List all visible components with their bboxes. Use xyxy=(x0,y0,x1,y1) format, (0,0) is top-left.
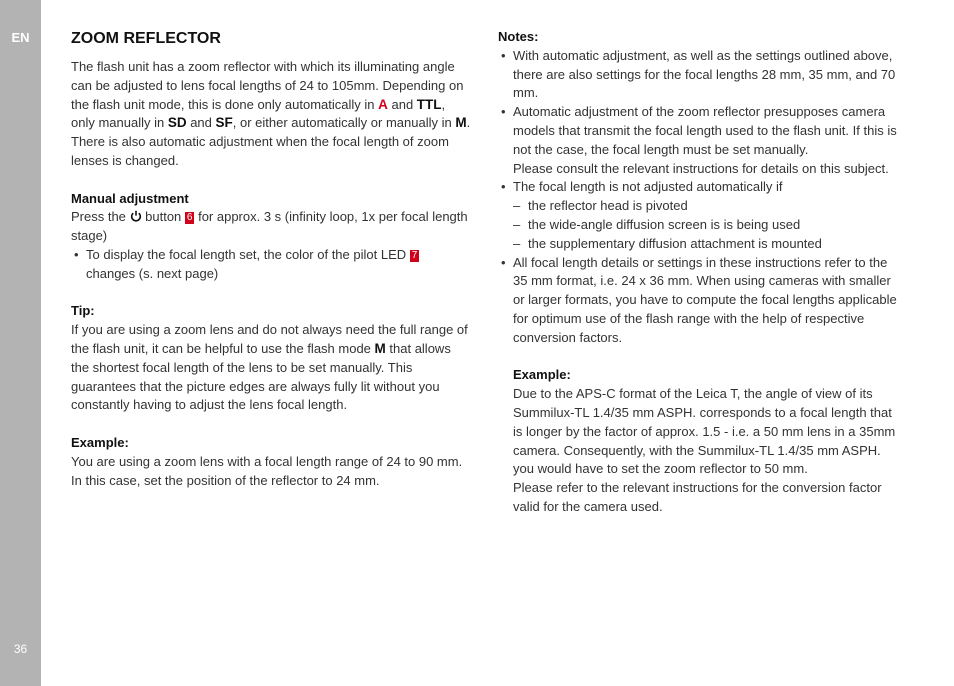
list-item-text: All focal length details or settings in these instructions refer to the 35 mm format, i.e. 24 x 36 mm. When using cameras with smaller or larger formats, you have to compute the focal lengths applicable for optimum use of the flash range with the help of respective conversion factors. xyxy=(513,254,897,345)
list-item-text: With automatic adjustment, as well as the settings outlined above, there are also settings for the focal lengths 28 mm, 35 mm, and 70 mm. xyxy=(513,47,896,101)
mode-sd: SD xyxy=(167,115,187,131)
sub-list-item: – the reflector head is pivoted xyxy=(513,197,902,216)
manual-text: Press the xyxy=(71,209,130,225)
intro-text: , or either automatically or manually in xyxy=(232,115,456,131)
sub-list-item: – the wide-angle diffusion screen is is being used xyxy=(513,216,902,235)
list-item-text: To display the focal length set, the color of the pilot LED xyxy=(86,246,410,262)
list-item-text: Please consult the relevant instructions for details on this subject. xyxy=(513,160,889,176)
intro-text: and xyxy=(186,115,216,131)
tip-text: that allows the shortest focal length of the lens to be set manually. This guarantees that the picture edges are always fully lit without you constantly having to adjust the lens focal length. xyxy=(71,340,451,413)
example-paragraph: You are using a zoom lens with a focal length range of 24 to 90 mm. In this case, set the position of the reflector to 24 mm. xyxy=(71,453,463,488)
manual-heading: Manual adjustment xyxy=(71,190,189,206)
right-column xyxy=(498,28,902,517)
list-item xyxy=(498,178,902,253)
example-heading: Example: xyxy=(513,367,571,383)
section-title: ZOOM REFLECTOR xyxy=(71,30,221,47)
language-label: EN xyxy=(11,30,30,45)
list-item xyxy=(498,47,902,103)
mode-a: A xyxy=(378,96,388,112)
list-item-text: Automatic adjustment of the zoom reflector presupposes camera models that transmit the focal length used to the flash unit. If this is not the case, the focal length must be set manually. xyxy=(513,104,897,157)
left-column xyxy=(71,29,471,490)
tip-text: If you are using a zoom lens and do not always need the full range of the flash unit, it can be helpful to use the flash mode xyxy=(71,322,468,356)
reference-badge: 7 xyxy=(411,249,418,261)
example-paragraph: Due to the APS-C format of the Leica T, the angle of view of its Summilux-TL 1.4/35 mm ASPH. corresponds to a focal length that is longer by the factor of approx. 1.5 - i.e. a 50 mm lens in a 35mm camera. Consequently, with the Summilux-TL 1.4/35 mm ASPH. you would have to set the zoom reflector to 50 mm. xyxy=(513,386,896,477)
sidebar xyxy=(0,0,41,686)
example-paragraph: Please refer to the relevant instructions for the conversion factor valid for the camera used. xyxy=(513,480,882,514)
tip-heading: Tip: xyxy=(71,303,95,319)
mode-sf: SF xyxy=(215,115,233,131)
intro-text: . There is also automatic adjustment when the focal length of zoom lenses is changed. xyxy=(71,115,471,168)
power-icon xyxy=(130,210,142,222)
intro-text: and xyxy=(387,96,417,112)
mode-ttl: TTL xyxy=(416,96,442,112)
notes-list xyxy=(498,47,902,348)
example-block xyxy=(498,366,902,516)
list-item xyxy=(498,103,902,178)
sub-list xyxy=(513,197,902,253)
intro-paragraph xyxy=(71,58,471,171)
sub-list-item: – the supplementary diffusion attachment is mounted xyxy=(513,235,902,254)
manual-paragraph xyxy=(71,208,471,246)
mode-m: M xyxy=(374,340,386,356)
page-number: 36 xyxy=(13,642,28,656)
example-heading: Example: xyxy=(71,434,129,450)
tip-paragraph xyxy=(71,321,471,415)
manual-text: button xyxy=(141,209,185,225)
list-item-text: changes (s. next page) xyxy=(86,265,219,281)
manual-list xyxy=(71,246,471,284)
intro-text: , only manually in xyxy=(71,96,446,131)
mode-m: M xyxy=(455,115,467,131)
list-item-text: The focal length is not adjusted automatically if xyxy=(513,179,783,195)
notes-heading: Notes: xyxy=(498,29,539,44)
intro-text: The flash unit has a zoom reflector with which its illuminating angle can be adjusted to lens focal lengths of 24 to 105mm. Depending on the flash unit mode, this is done only automatically in xyxy=(71,59,464,112)
manual-text: for approx. 3 s (infinity loop, 1x per focal length stage) xyxy=(71,209,468,244)
list-item xyxy=(498,254,902,348)
list-item xyxy=(71,246,471,284)
reference-badge: 6 xyxy=(186,212,193,224)
